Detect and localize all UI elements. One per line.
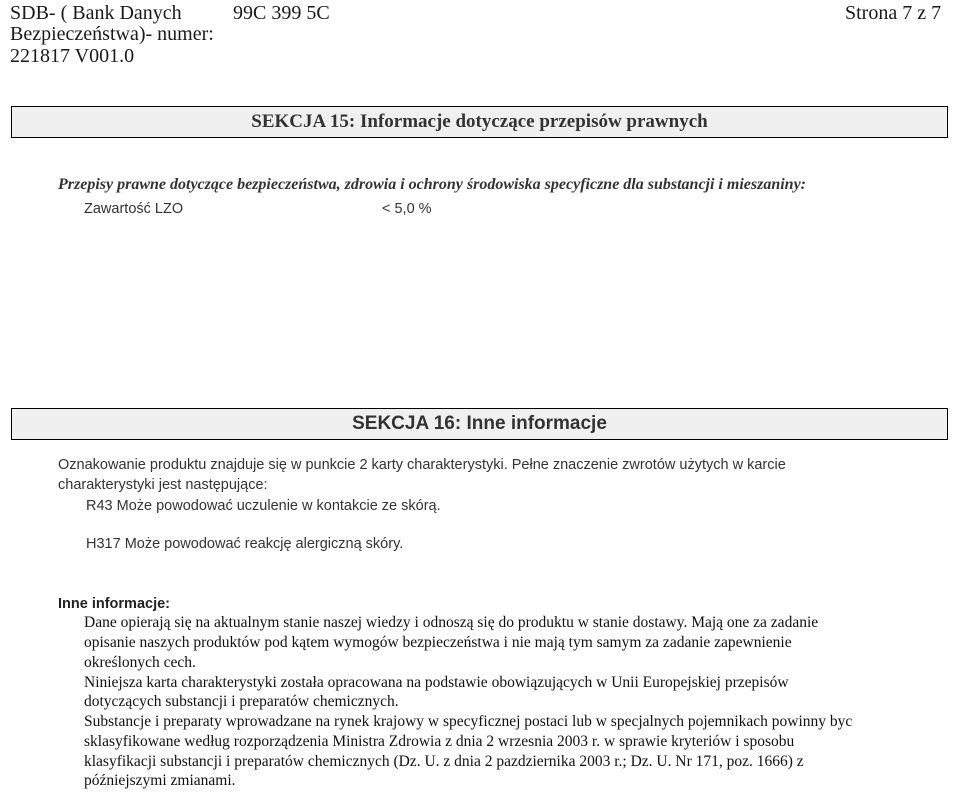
document-header-label: SDB- ( Bank Danych [10, 2, 182, 24]
intro-line-1: Oznakowanie produktu znajduje się w punkcie 2 karty charakterystyki. Pełne znaczenie zwrotów użytych w karcie [58, 457, 786, 473]
other-info-line: sklasyfikowane według rozporządzenia Ministra Zdrowia z dnia 2 wrzesnia 2003 r. w sprawie kryteriów i sposobu [84, 733, 795, 750]
version-number: 221817 V001.0 [10, 45, 135, 67]
page-number: Strona 7 z 7 [845, 2, 942, 24]
section-16-title: SEKCJA 16: Inne informacje [352, 413, 607, 434]
other-info-line: dotyczących substancji i preparatów chemicznych. [84, 693, 399, 710]
voc-label: Zawartość LZO [84, 201, 184, 217]
intro-line-2: charakterystyki jest następujące: [58, 477, 268, 493]
phrase-h317: H317 Może powodować reakcję alergiczną skóry. [86, 536, 404, 552]
product-code: 99C 399 5C [233, 2, 330, 24]
phrase-r43: R43 Może powodować uczulenie w kontakcie ze skórą. [86, 498, 441, 514]
section-15-title: SEKCJA 15: Informacje dotyczące przepisów prawnych [251, 111, 708, 132]
other-info-heading: Inne informacje: [58, 596, 170, 612]
section-15-header [11, 106, 948, 138]
other-info-line: Dane opierają się na aktualnym stanie naszej wiedzy i odnoszą się do produktu w stanie dostawy. Mają one za zadanie [84, 614, 819, 631]
other-info-line: opisanie naszych produktów pod kątem wymogów bezpieczeństwa i nie mają tym samym za zadanie zapewnienie [84, 634, 792, 651]
regulations-subheading: Przepisy prawne dotyczące bezpieczeństwa, zdrowia i ochrony środowiska specyficzne dla substancji i mieszaniny: [58, 176, 806, 193]
section-16-header [11, 408, 948, 440]
other-info-line: Substancje i preparaty wprowadzane na rynek krajowy w specyficznej postaci lub w specjalnych pojemnikach powinny byc [84, 713, 853, 730]
other-info-line: Niniejsza karta charakterystyki została opracowana na podstawie obowiązujących w Unii Europejskiej przepisów [84, 674, 789, 691]
other-info-line: klasyfikacji substancji i preparatów chemicznych (Dz. U. z dnia 2 pazdziernika 2003 r.; Dz. U. Nr 171, poz. 1666) z [84, 753, 804, 770]
safety-number-label: Bezpieczeństwa)- numer: [10, 23, 214, 45]
other-info-line: określonych cech. [84, 654, 196, 671]
voc-value: < 5,0 % [382, 201, 432, 217]
other-info-line: późniejszymi zmianami. [84, 772, 236, 789]
